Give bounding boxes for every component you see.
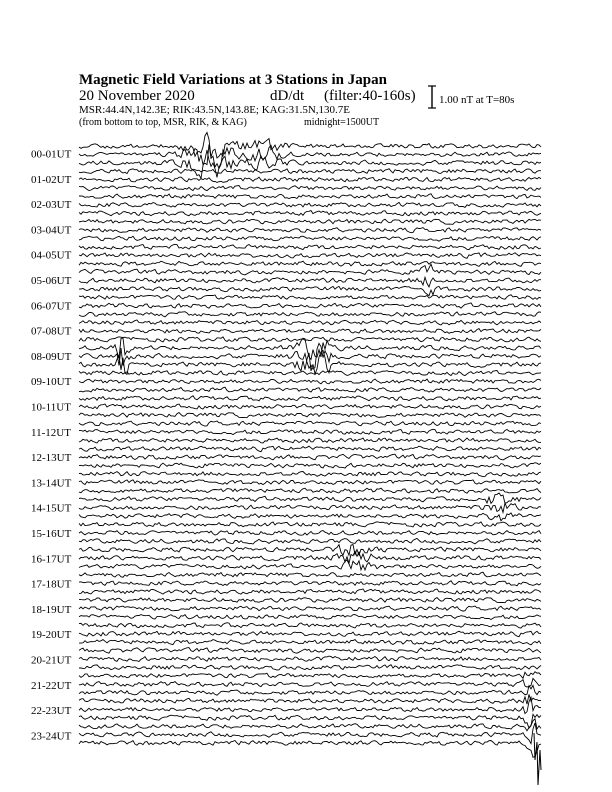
trace-line	[79, 404, 541, 409]
trace-line	[79, 228, 541, 233]
hour-label: 13-14UT	[31, 477, 72, 490]
hour-label: 14-15UT	[31, 502, 72, 515]
hour-label: 23-24UT	[31, 730, 72, 743]
trace-line	[79, 640, 541, 645]
trace-line	[79, 665, 541, 670]
trace-overflow	[534, 733, 541, 785]
trace-line	[79, 623, 541, 628]
trace-line	[79, 493, 541, 503]
trace-line	[79, 413, 541, 418]
trace-line	[79, 714, 541, 728]
trace-line	[79, 277, 541, 287]
trace-line	[79, 312, 541, 317]
trace-line	[79, 656, 541, 661]
trace-line	[79, 379, 541, 384]
trace-line	[79, 454, 541, 460]
trace-line	[79, 371, 541, 376]
trace-line	[79, 463, 541, 468]
trace-line	[79, 438, 541, 443]
trace-line	[79, 631, 541, 636]
hour-label: 08-09UT	[31, 350, 72, 363]
hour-label: 03-04UT	[31, 224, 72, 237]
hour-label: 02-03UT	[31, 199, 72, 212]
trace-line	[79, 396, 541, 401]
trace-line	[79, 202, 541, 207]
trace-line	[79, 219, 541, 224]
trace-line	[79, 538, 541, 544]
trace-line	[79, 513, 541, 521]
trace-line	[79, 551, 541, 563]
hour-label: 12-13UT	[31, 452, 72, 465]
trace-line	[79, 589, 541, 594]
trace-line	[79, 648, 541, 654]
midnight-note: midnight=1500UT	[304, 117, 380, 128]
hour-label: 11-12UT	[31, 426, 71, 439]
trace-line	[79, 678, 541, 687]
trace-line	[79, 488, 541, 493]
trace-line	[79, 303, 541, 308]
trace-line	[79, 194, 541, 199]
trace-line	[79, 261, 541, 266]
filter-label: (filter:40-160s)	[324, 88, 416, 104]
trace-line	[79, 264, 541, 275]
hour-label: 21-22UT	[31, 679, 72, 692]
trace-line	[79, 186, 541, 191]
hour-label: 17-18UT	[31, 578, 72, 591]
trace-line	[79, 244, 541, 249]
trace-line	[79, 719, 541, 731]
trace-line	[79, 387, 541, 392]
trace-line	[79, 522, 541, 527]
trace-line	[79, 320, 541, 325]
trace-line	[79, 472, 541, 477]
trace-line	[79, 169, 541, 174]
chart-date: 20 November 2020	[79, 88, 195, 104]
trace-line	[79, 253, 541, 258]
trace-line	[79, 421, 541, 426]
hour-label: 22-23UT	[31, 705, 72, 718]
hour-labels	[31, 149, 72, 743]
trace-line	[79, 723, 541, 744]
trace-line	[79, 329, 541, 334]
trace-line	[79, 350, 541, 374]
trace-line	[79, 236, 541, 241]
trace-line	[79, 503, 541, 513]
hour-label: 05-06UT	[31, 275, 72, 287]
scale-bar-label: 1.00 nT at T=80s	[439, 94, 515, 106]
trace-line	[79, 531, 541, 536]
hour-label: 20-21UT	[31, 654, 72, 667]
trace-line	[79, 337, 541, 342]
trace-line	[79, 145, 541, 169]
trace-line	[79, 615, 541, 620]
trace-line	[79, 598, 541, 603]
hour-label: 09-10UT	[31, 376, 72, 389]
trace-line	[79, 295, 541, 300]
hour-label: 16-17UT	[31, 553, 72, 566]
trace-line	[79, 560, 541, 570]
trace-order-note: (from bottom to top, MSR, RIK, & KAG)	[79, 117, 247, 128]
hour-label: 18-19UT	[31, 603, 72, 616]
trace-line	[79, 177, 541, 182]
hour-label: 00-01UT	[31, 148, 72, 161]
trace-line	[79, 286, 541, 295]
trace-line	[79, 572, 541, 577]
trace-line	[79, 741, 541, 758]
hour-label: 19-20UT	[31, 629, 72, 642]
trace-line	[79, 694, 541, 704]
trace-line	[79, 545, 541, 556]
trace-line	[79, 685, 541, 695]
chart-title: Magnetic Field Variations at 3 Stations in Japan	[79, 72, 387, 88]
trace-line	[79, 429, 541, 434]
station-coords: MSR:44.4N,142.3E; RIK:43.5N,143.8E; KAG:31.5N,130.7E	[79, 104, 351, 116]
scale-bar	[428, 86, 436, 108]
hour-label: 07-08UT	[31, 325, 72, 338]
trace-lines	[79, 133, 541, 786]
trace-line	[79, 480, 541, 485]
trace-line	[79, 672, 541, 679]
hour-label: 01-02UT	[31, 173, 72, 186]
quantity-label: dD/dt	[270, 88, 305, 104]
hour-label: 15-16UT	[31, 528, 72, 540]
trace-line	[79, 446, 541, 452]
hour-label: 06-07UT	[31, 300, 72, 313]
trace-line	[79, 606, 541, 611]
trace-line	[79, 581, 541, 586]
hour-label: 04-05UT	[31, 249, 72, 262]
hour-label: 10-11UT	[31, 401, 71, 414]
trace-line	[79, 211, 541, 216]
